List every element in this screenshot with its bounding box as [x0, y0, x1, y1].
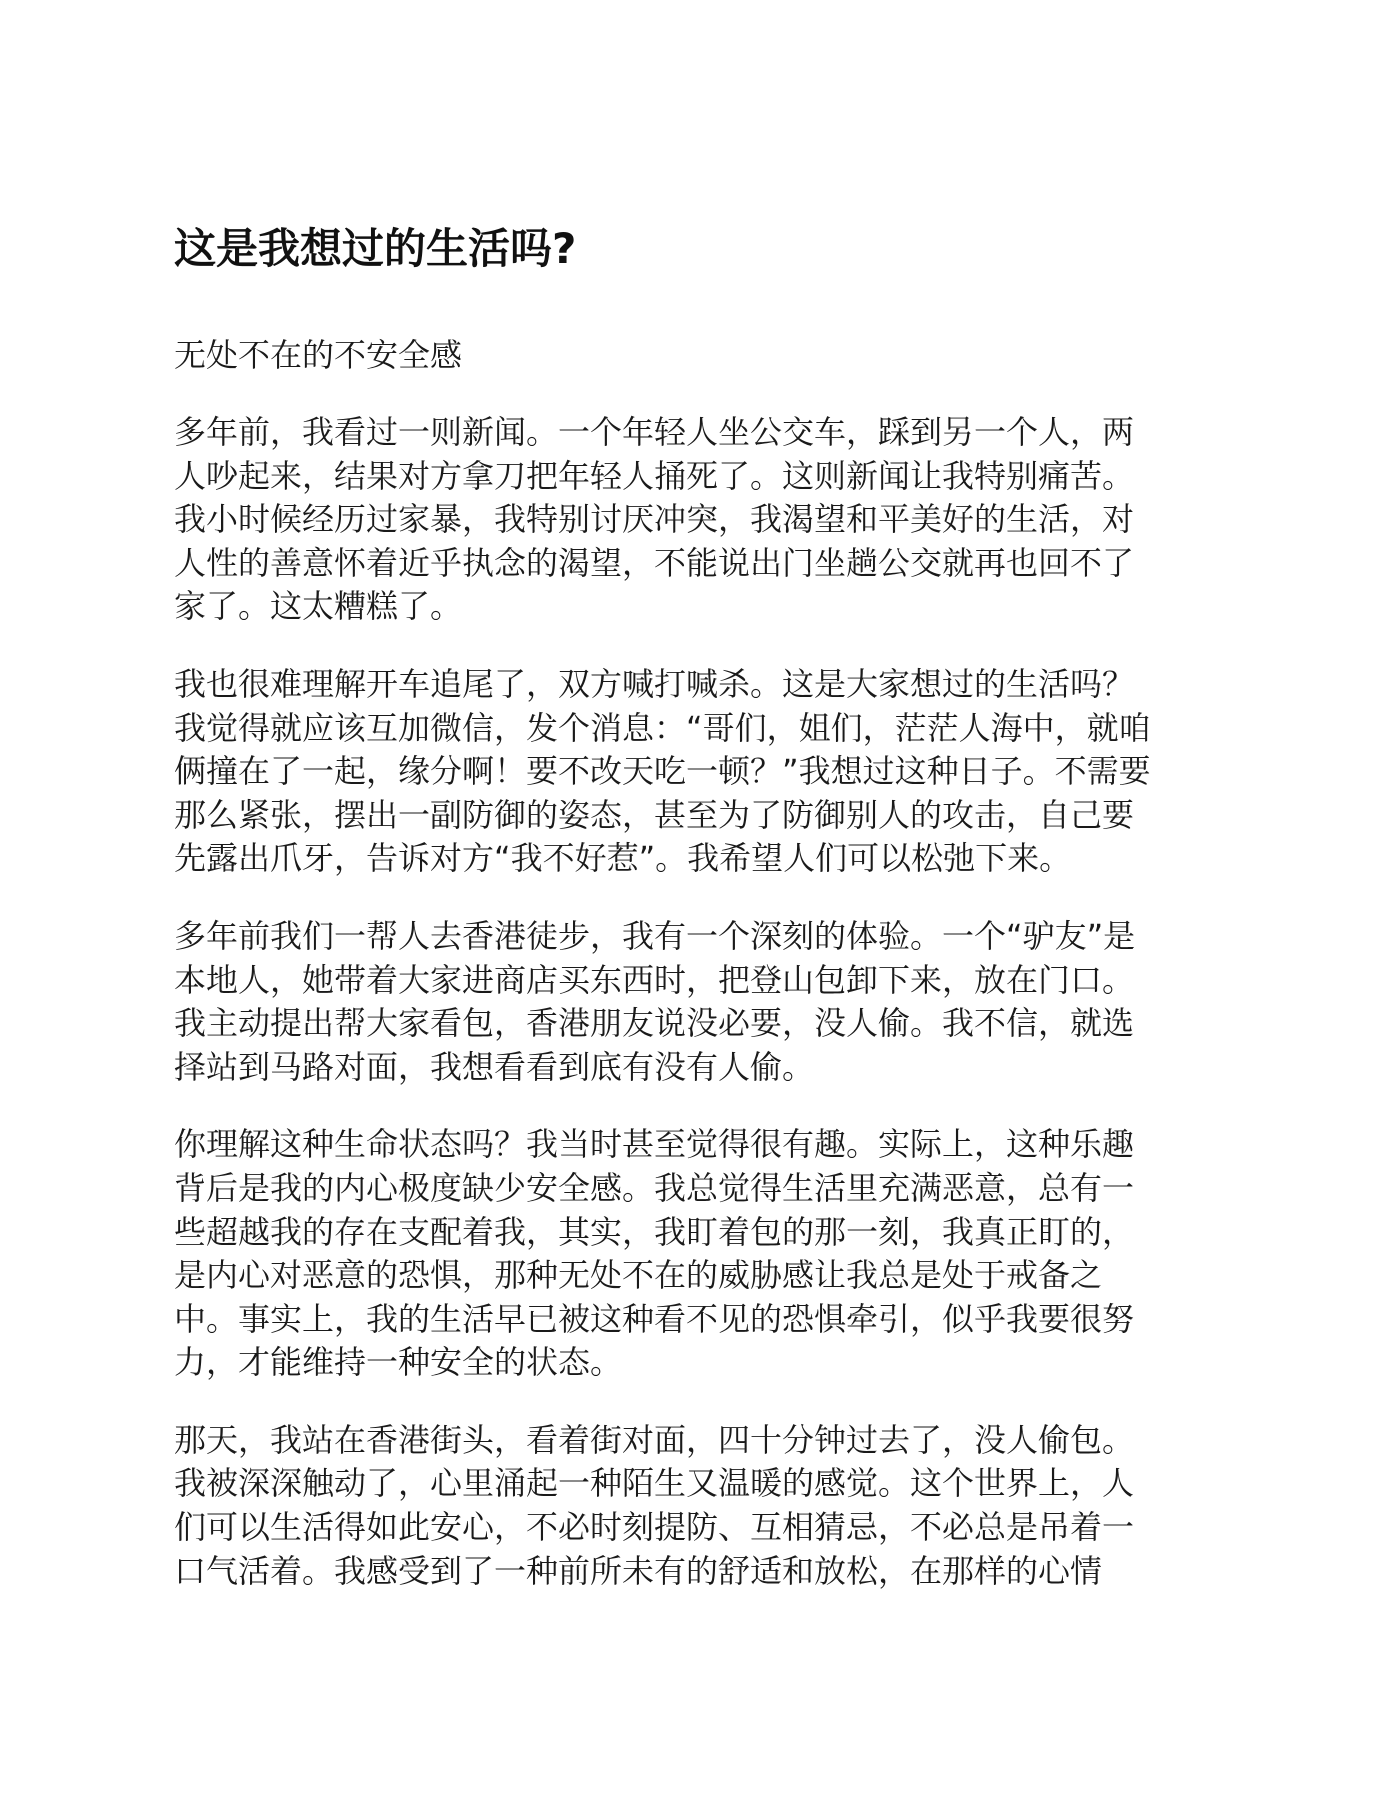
text-line: 那么紧张，摆出一副防御的姿态，甚至为了防御别人的攻击，自己要: [174, 795, 1135, 834]
text-line: 先露出爪牙，告诉对方“我不好惹”。我希望人们可以松弛下来。: [174, 839, 1072, 878]
text-line: 我被深深触动了，心里涌起一种陌生又温暖的感觉。这个世界上，人: [174, 1464, 1135, 1503]
document-page: [174, 222, 1219, 1593]
text-line: 我也很难理解开车追尾了，双方喊打喊杀。这是大家想过的生活吗？: [174, 664, 1135, 703]
text-line: 们可以生活得如此安心，不必时刻提防、互相猜忌，不必总是吊着一: [174, 1508, 1135, 1547]
page-title: 这是我想过的生活吗?: [174, 224, 577, 273]
text-line: 我主动提出帮大家看包，香港朋友说没必要，没人偷。我不信，就选: [174, 1004, 1135, 1043]
text-line: 些超越我的存在支配着我，其实，我盯着包的那一刻，我真正盯的，: [174, 1212, 1135, 1251]
paragraph-4: [174, 1123, 1219, 1385]
text-line: 背后是我的内心极度缺少安全感。我总觉得生活里充满恶意，总有一: [174, 1168, 1135, 1207]
text-line: 力，才能维持一种安全的状态。: [174, 1343, 623, 1382]
paragraph-5: [174, 1419, 1219, 1593]
paragraph-3: [174, 915, 1219, 1089]
text-line: 人吵起来，结果对方拿刀把年轻人捅死了。这则新闻让我特别痛苦。: [174, 456, 1135, 495]
text-line: 我觉得就应该互加微信，发个消息：“哥们，姐们，茫茫人海中，就咱: [174, 708, 1151, 747]
text-line: 你理解这种生命状态吗？我当时甚至觉得很有趣。实际上，这种乐趣: [174, 1125, 1135, 1164]
text-line: 多年前我们一帮人去香港徒步，我有一个深刻的体验。一个“驴友”是: [174, 916, 1136, 955]
text-line: 我小时候经历过家暴，我特别讨厌冲突，我渴望和平美好的生活，对: [174, 500, 1135, 539]
text-line: 是内心对恶意的恐惧，那种无处不在的威胁感让我总是处于戒备之: [174, 1256, 1103, 1295]
text-line: 俩撞在了一起，缘分啊！要不改天吃一顿？”我想过这种日子。不需要: [174, 752, 1151, 791]
text-line: 人性的善意怀着近乎执念的渴望，不能说出门坐趟公交就再也回不了: [174, 543, 1135, 582]
text-line: 口气活着。我感受到了一种前所未有的舒适和放松，在那样的心情: [174, 1551, 1103, 1590]
text-line: 中。事实上，我的生活早已被这种看不见的恐惧牵引，似乎我要很努: [174, 1299, 1135, 1338]
text-line: 家了。这太糟糕了。: [174, 587, 463, 626]
paragraph-2: [174, 663, 1219, 881]
section-heading: 无处不在的不安全感: [174, 336, 463, 374]
text-line: 本地人，她带着大家进商店买东西时，把登山包卸下来，放在门口。: [174, 960, 1135, 999]
text-line: 那天，我站在香港街头，看着街对面，四十分钟过去了，没人偷包。: [174, 1420, 1135, 1459]
text-line: 择站到马路对面，我想看看到底有没有人偷。: [174, 1047, 815, 1086]
text-line: 多年前，我看过一则新闻。一个年轻人坐公交车，踩到另一个人，两: [174, 413, 1135, 451]
paragraph-1: [174, 411, 1219, 629]
